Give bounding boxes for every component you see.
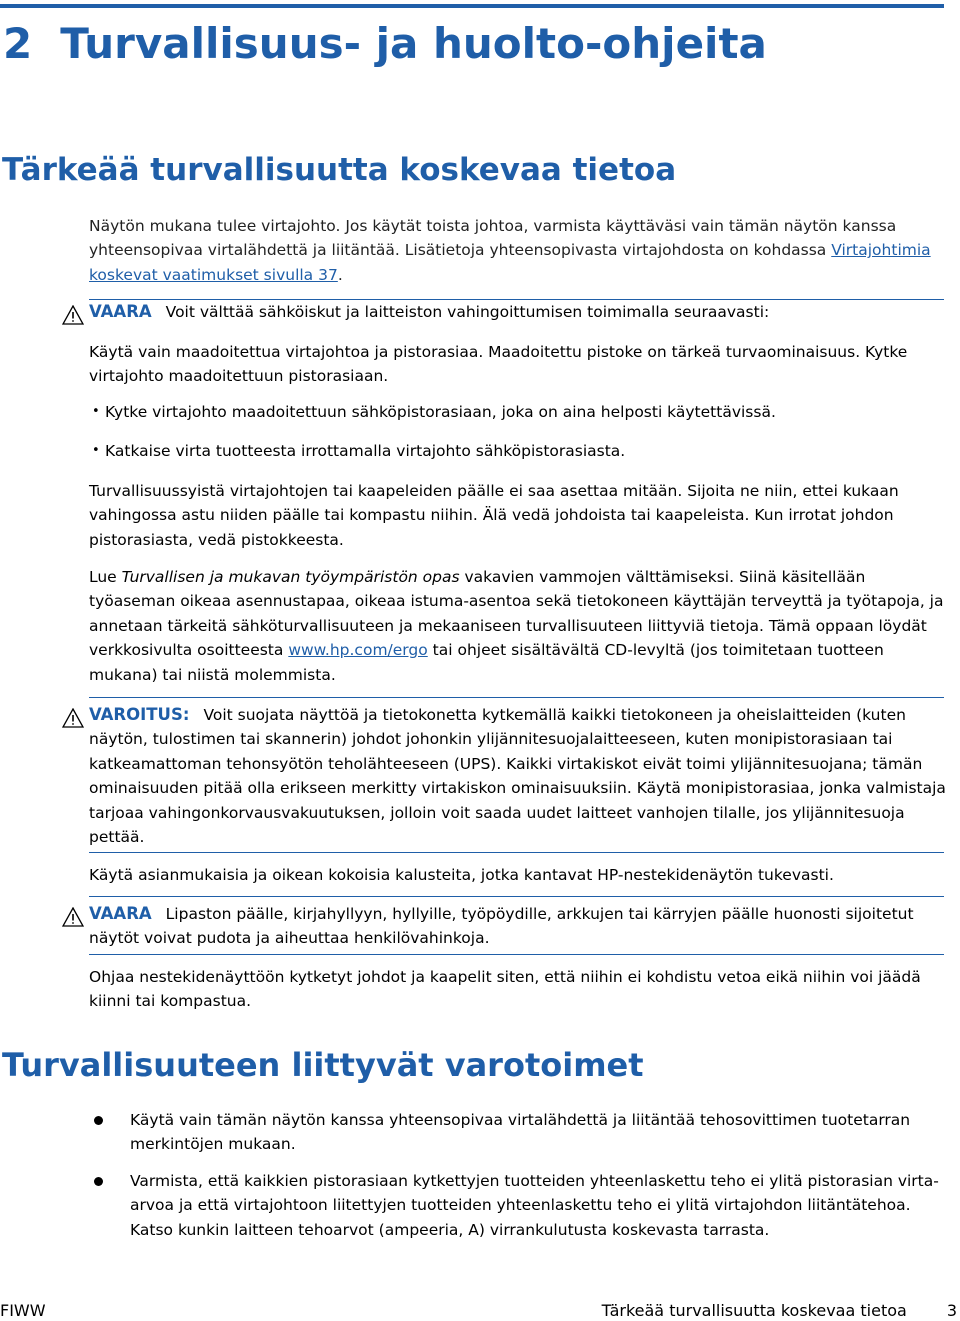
- page-number: 3: [946, 1301, 957, 1320]
- caution-statement: [89, 703, 947, 849]
- ergonomics-paragraph: [89, 565, 947, 687]
- ergonomics-text-start: Lue: [89, 568, 122, 586]
- intro-end: .: [337, 265, 343, 284]
- caution-text: Voit suojata näyttöä ja tietokonetta kytkemällä kaikki tietokoneen ja oheislaitteiden (kuten näytön, tulostimen tai skannerin) johdot johonkin ylijännitesuojalaitteeseen, kuten monipistorasiaan tai katkeamattoman tehonsyötön teholähteeseen (UPS). Kaikki virtakiskot eivät toimi ylijännitesuojana; tämän ominaisuuden pitää olla erikseen merkitty virtakiskon ominaisuuksiin. Käytä monipistorasiaa, jonka valmistaja tarjoaa vahingonkorvausvakuutuksen, jolloin voit saada uudet laitteet vanhojen tilalle, jos ylijännitesuoja pettää.: [89, 706, 946, 847]
- top-rule: [0, 4, 944, 8]
- precaution-item: Varmista, että kaikkien pistorasiaan kytkettyjen tuotteiden yhteenlaskettu teho ei ylitä pistorasian virta-arvoa ja että virtajohtoon liitettyjen tuotteiden yhteenlaskettu teho ei ylitä virtajohdon liitäntätehoa. Katso kunkin laitteen tehoarvot (ampeeria, A) virrankulutusta koskevasta tarrasta.: [130, 1172, 939, 1239]
- warning-statement: [89, 300, 947, 324]
- footer-locale-code: FIWW: [0, 1301, 46, 1320]
- bullet-item: Katkaise virta tuotteesta irrottamalla virtajohto sähköpistorasiasta.: [105, 442, 626, 460]
- safety-guide-title: Turvallisen ja mukavan työympäristön opas: [121, 568, 460, 586]
- warning-triangle-icon: [62, 907, 84, 927]
- cords-safety-paragraph: Turvallisuussyistä virtajohtojen tai kaapeleiden päälle ei saa asettaa mitään. Sijoita ne niin, ettei kukaan vahingossa astu niiden päälle tai kompastu niihin. Älä vedä johdoista tai kaapeleista. Kun irrotat johdon pistorasiasta, vedä pistokkeesta.: [89, 482, 899, 549]
- cable-routing-paragraph: Ohjaa nestekidenäyttöön kytketyt johdot ja kaapelit siten, että niihin ei kohdistu vetoa eikä niihin voi jäädä kiinni tai kompastua.: [89, 968, 921, 1011]
- intro-text: Näytön mukana tulee virtajohto. Jos käytät toista johtoa, varmista käyttäväsi vain tämän näytön kanssa yhteensopivaa virtalähdettä ja liitäntää. Lisätietoja yhteensopivasta virtajohdosta on kohdassa: [89, 217, 897, 260]
- intro-paragraph: [89, 214, 947, 287]
- power-cord-requirements-link[interactable]: Virtajohtimia koskevat vaatimukset sivulla 37: [89, 241, 931, 284]
- chapter-number: 2: [3, 19, 33, 68]
- caution-top-rule: [89, 697, 944, 698]
- footer-section-title: [602, 1301, 957, 1321]
- furniture-paragraph: Käytä asianmukaisia ja oikean kokoisia kalusteita, jotka kantavat HP-nestekidenäytön tukevasti.: [89, 866, 834, 884]
- bullet-item: Kytke virtajohto maadoitettuun sähköpistorasiaan, joka on aina helposti käytettävissä.: [105, 403, 776, 421]
- warning2-text: Lipaston päälle, kirjahyllyyn, hyllyille, työpöydille, arkkujen tai kärryjen päälle huonosti sijoitetut näytöt voivat pudota ja aiheuttaa henkilövahinkoja.: [89, 905, 914, 948]
- warning-text: Voit välttää sähköiskut ja laitteiston vahingoittumisen toimimalla seuraavasti:: [165, 303, 770, 321]
- section-heading-safety-precautions: Turvallisuuteen liittyvät varotoimet: [2, 1046, 644, 1084]
- caution-bottom-rule: [89, 852, 944, 853]
- caution-label: VAROITUS:: [89, 705, 190, 724]
- warning2-label: VAARA: [89, 904, 152, 923]
- precaution-item: Käytä vain tämän näytön kanssa yhteensopivaa virtalähdettä ja liitäntää tehosovittimen tuotetarran merkintöjen mukaan.: [130, 1111, 911, 1154]
- ergonomics-text-mid: vakavien vammojen välttämiseksi. Siinä käsitellään työaseman oikeaa asennustapaa, oikeaa istuma-asentoa sekä tietokoneen käyttäjän terveyttä ja työtapoja, ja annetaan tärkeitä sähköturvallisuuteen ja mekaaniseen turvallisuuteen liittyviä tietoja. Tämä oppaan löydät verkkosivulta osoitteesta: [89, 568, 944, 660]
- warning2-statement: [89, 902, 947, 951]
- chapter-title: [3, 18, 767, 70]
- warning-triangle-icon: [62, 708, 84, 728]
- grounded-cord-paragraph: Käytä vain maadoitettua virtajohtoa ja pistorasiaa. Maadoitettu pistoke on tärkeä turvaominaisuus. Kytke virtajohto maadoitettuun pistorasiaan.: [89, 343, 908, 386]
- warning-triangle-icon: [62, 305, 84, 325]
- bullet-marker: •: [92, 404, 100, 419]
- warning2-top-rule: [89, 896, 944, 897]
- bullet-marker: •: [92, 443, 100, 458]
- bullet-marker: [94, 1177, 103, 1186]
- chapter-title-text: Turvallisuus- ja huolto-ohjeita: [60, 19, 767, 68]
- footer-running-title: Tärkeää turvallisuutta koskevaa tietoa: [601, 1301, 907, 1320]
- hp-ergo-link[interactable]: www.hp.com/ergo: [288, 641, 428, 660]
- section-heading-important-safety: Tärkeää turvallisuutta koskevaa tietoa: [2, 152, 677, 188]
- warning2-bottom-rule: [89, 954, 944, 955]
- warning-label: VAARA: [89, 302, 152, 321]
- ergonomics-text-end: tai ohjeet sisältävältä CD-levyltä (jos toimitetaan tuotteen mukana) tai niistä molemmista.: [89, 641, 884, 684]
- bullet-marker: [94, 1116, 103, 1125]
